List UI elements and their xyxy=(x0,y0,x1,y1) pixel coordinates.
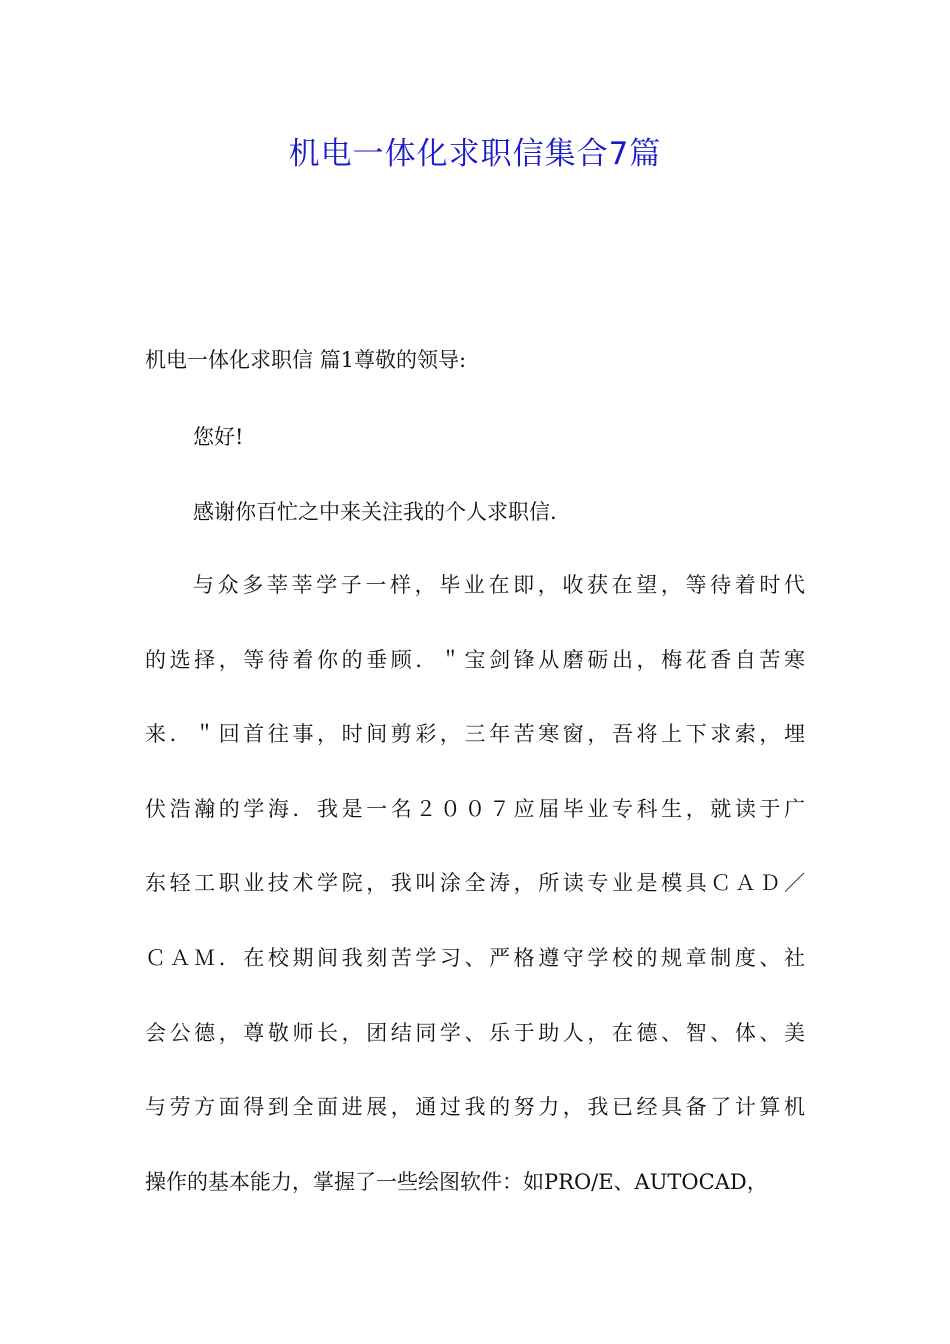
paragraph-line: 与劳方面得到全面进展，通过我的努力，我已经具备了计算机 xyxy=(145,1095,805,1119)
paragraph-line: 来．＂回首往事，时间剪彩，三年苦寒窗，吾将上下求索，埋 xyxy=(145,722,805,746)
paragraph-line: 操作的基本能力，掌握了一些绘图软件：如PRO/E、AUTOCAD， xyxy=(145,1170,768,1194)
paragraph-line: 感谢你百忙之中来关注我的个人求职信. xyxy=(193,500,557,524)
paragraph-line: 与众多莘莘学子一样，毕业在即，收获在望，等待着时代 xyxy=(193,573,805,597)
paragraph-line: 伏浩瀚的学海．我是一名２００７应届毕业专科生，就读于广 xyxy=(145,797,805,821)
paragraph-line: 会公德，尊敬师长，团结同学、乐于助人，在德、智、体、美 xyxy=(145,1021,805,1045)
paragraph-line: 东轻工职业技术学院，我叫涂全涛，所读专业是模具ＣＡＤ／ xyxy=(145,871,805,895)
document-title: 机电一体化求职信集合7篇 xyxy=(288,136,662,172)
paragraph-line: 的选择，等待着你的垂顾．＂宝剑锋从磨砺出，梅花香自苦寒 xyxy=(145,648,805,672)
paragraph-line: ＣＡＭ．在校期间我刻苦学习、严格遵守学校的规章制度、社 xyxy=(145,946,805,970)
greeting-line: 您好! xyxy=(193,425,244,449)
letter-heading-line: 机电一体化求职信 篇1尊敬的领导: xyxy=(145,348,467,372)
